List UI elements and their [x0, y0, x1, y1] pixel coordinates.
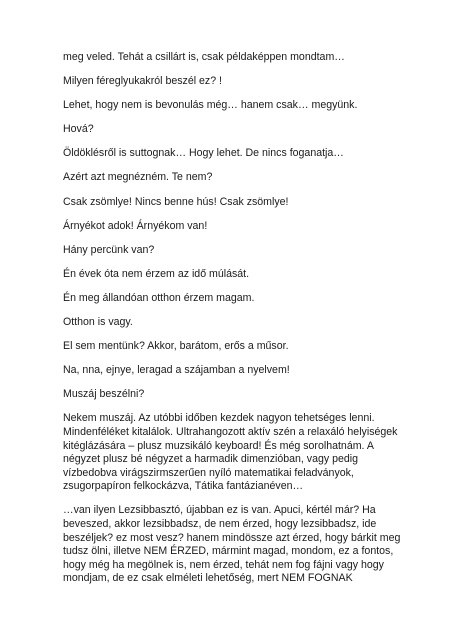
text-line: Otthon is vagy. — [63, 316, 133, 329]
paragraph — [63, 220, 393, 234]
text-line: Öldöklésről is suttognak… Hogy lehet. De nincs foganatja… — [63, 147, 344, 160]
paragraph — [63, 123, 393, 137]
text-line: Én meg állandóan otthon érzem magam. — [63, 291, 255, 304]
text-line: Lehet, hogy nem is bevonulás még… hanem csak… megyünk. — [63, 99, 358, 112]
text-line: Árnyékot adok! Árnyékom van! — [63, 219, 208, 232]
paragraph — [63, 364, 393, 378]
text-line: Mindenféléket kitalálok. Ultrahangozott aktív szén a relaxáló helyiségek — [63, 426, 398, 438]
paragraph — [63, 244, 393, 258]
text-line: …van ilyen Lezsibbasztó, újabban ez is van. Apuci, kértél már? Ha — [63, 504, 376, 517]
text-line: hogy még ha megölnek is, nem érzed, tehát nem fog fájni vagy hogy — [63, 558, 384, 571]
text-line: mondjam, de ez csak elméleti lehetőség, mert NEM FOGNAK — [63, 572, 353, 585]
text-line: tudsz ölni, illetve NEM ÉRZED, mármint magad, mondom, ez a fontos, — [63, 545, 394, 558]
text-line: Nekem muszáj. Az utóbbi időben kezdek nagyon tehetséges lenni. — [63, 412, 375, 425]
text-line: vízbedobva virágszirmszerűen nyíló matematikai feladványok, — [63, 466, 354, 479]
document-body — [63, 51, 401, 597]
text-line: Na, nna, ejnye, leragad a szájamban a nyelvem! — [63, 364, 290, 377]
text-line: Hová? — [63, 123, 94, 136]
paragraph — [63, 196, 393, 210]
text-line: Milyen féreglyukakról beszél ez? ! — [63, 75, 222, 88]
text-line: beveszed, akkor lezsibbadsz, de nem érzed, hogy lezsibbadsz, ide — [63, 518, 377, 531]
text-line: El sem mentünk? Akkor, barátom, erős a műsor. — [63, 340, 289, 353]
text-line: négyzet plusz bé négyzet a harmadik dimenzióban, vagy pedig — [63, 453, 359, 466]
paragraph — [63, 51, 393, 65]
text-line: Azért azt megnézném. Te nem? — [63, 171, 213, 184]
text-line: Csak zsömlye! Nincs benne hús! Csak zsömlye! — [63, 195, 289, 208]
paragraph — [63, 316, 393, 330]
text-line: zsugorpapíron felkockázva, Tátika fantázianéven… — [63, 480, 304, 493]
text-line: meg veled. Tehát a csillárt is, csak példaképpen mondtam… — [63, 51, 345, 63]
paragraph — [63, 75, 393, 89]
text-line: Én évek óta nem érzem az idő múlását. — [63, 267, 250, 280]
paragraph — [63, 412, 398, 494]
text-line: kitéglázására – plusz muzsikáló keyboard! És még sorolhatnám. A — [63, 439, 374, 452]
paragraph — [63, 504, 401, 586]
paragraph — [63, 99, 393, 113]
text-line: beszéljek? ez most vesz? hanem mindössze azt érzed, hogy bárkit meg — [63, 531, 401, 544]
paragraph — [63, 388, 393, 402]
paragraph — [63, 147, 393, 161]
paragraph — [63, 340, 393, 354]
text-line: Muszáj beszélni? — [63, 388, 145, 401]
text-line: Hány percünk van? — [63, 243, 155, 256]
paragraph — [63, 292, 393, 306]
paragraph — [63, 268, 393, 282]
paragraph — [63, 171, 393, 185]
